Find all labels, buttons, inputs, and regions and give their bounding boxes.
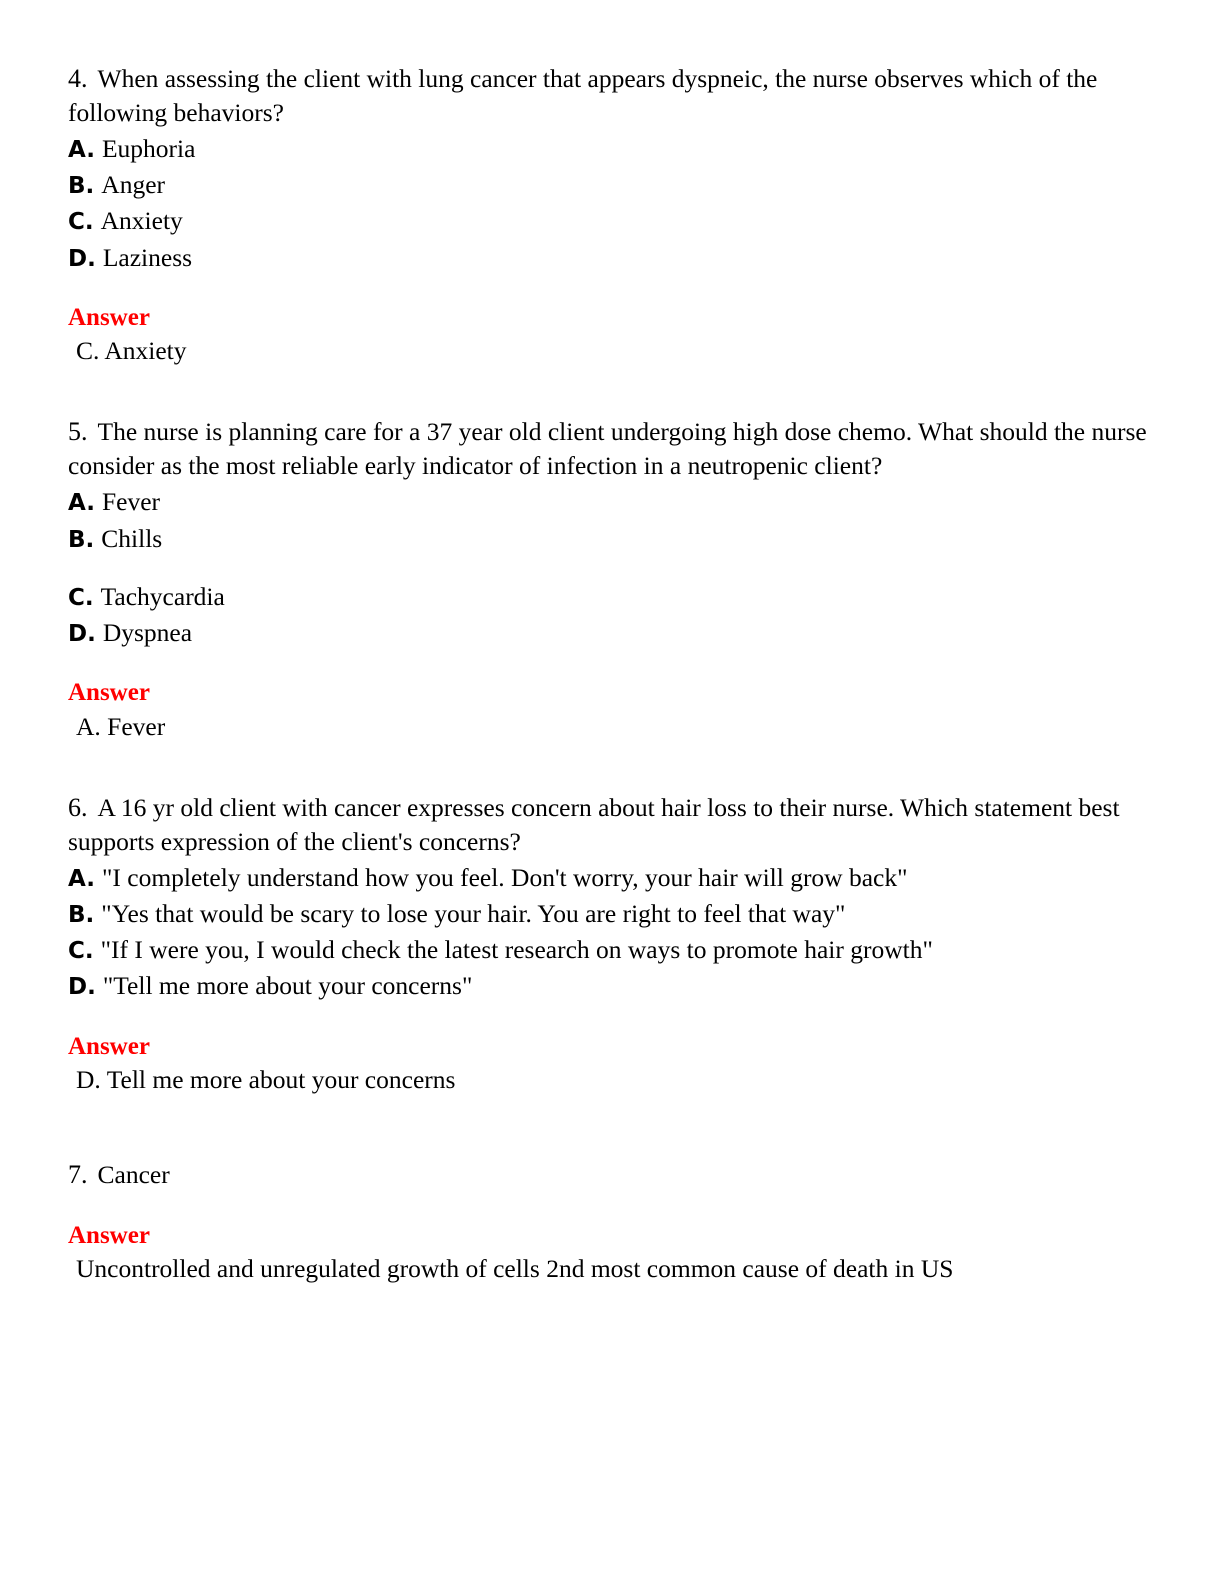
question-number: 6.: [68, 792, 88, 822]
option-d: [68, 968, 1154, 1004]
option-label: D.: [68, 245, 96, 272]
answer-heading: Answer: [68, 679, 150, 707]
option-text: "Yes that would be scary to lose your hair. You are right to feel that way": [101, 898, 846, 928]
option-text: Chills: [101, 523, 163, 553]
option-b: [68, 896, 1154, 932]
option-text: "I completely understand how you feel. Don't worry, your hair will grow back": [101, 862, 908, 892]
answer-heading: Answer: [68, 1221, 150, 1249]
option-text: Dyspnea: [102, 617, 193, 647]
answer-heading: Answer: [68, 303, 150, 331]
answer-text: A. Fever: [76, 711, 166, 741]
option-label: A.: [68, 865, 95, 892]
option-b: [68, 167, 1154, 203]
question-number: 7.: [68, 1160, 88, 1190]
option-a: [68, 484, 1154, 520]
question-block-5: [68, 415, 1154, 742]
option-label: C.: [68, 938, 94, 965]
option-d: [68, 240, 1154, 276]
question-text: [68, 1158, 1154, 1192]
answer-heading: Answer: [68, 1032, 150, 1060]
option-label: B.: [68, 901, 95, 928]
option-label: C.: [68, 584, 94, 611]
option-c: [68, 203, 1154, 239]
option-text: Anxiety: [100, 206, 183, 236]
option-text: "If I were you, I would check the latest research on ways to promote hair growth": [100, 935, 933, 965]
question-body: The nurse is planning care for a 37 year old client undergoing high dose chemo. What should the nurse consider as the most reliable early indicator of infection in a neutropenic client?: [68, 417, 1147, 481]
option-d: [68, 615, 1154, 651]
option-a: [68, 860, 1154, 896]
option-label: D.: [68, 974, 96, 1001]
question-block-7: [68, 1158, 1154, 1285]
option-text: Laziness: [102, 242, 193, 272]
option-label: B.: [68, 173, 95, 200]
question-block-4: [68, 62, 1154, 367]
option-label: A.: [68, 136, 95, 163]
answer-text: D. Tell me more about your concerns: [76, 1065, 456, 1095]
question-number: 4.: [68, 64, 88, 93]
option-b: [68, 521, 1154, 557]
question-number: 5.: [68, 417, 88, 447]
option-text: Tachycardia: [100, 581, 225, 611]
option-text: Fever: [101, 487, 161, 517]
question-body: When assessing the client with lung cancer that appears dyspneic, the nurse observes which of the following behaviors?: [68, 64, 1098, 127]
question-text: [68, 415, 1154, 482]
answer-text: Uncontrolled and unregulated growth of cells 2nd most common cause of death in US: [76, 1254, 954, 1284]
option-c: [68, 579, 1154, 615]
option-text: Anger: [101, 170, 166, 200]
option-text: Euphoria: [101, 133, 196, 163]
question-text: [68, 62, 1154, 129]
question-text: [68, 791, 1154, 858]
question-block-6: [68, 791, 1154, 1096]
answer-text: C. Anxiety: [76, 336, 187, 366]
question-body: A 16 yr old client with cancer expresses concern about hair loss to their nurse. Which statement best supports expression of the client's concerns?: [68, 792, 1120, 856]
option-label: C.: [68, 209, 94, 236]
option-label: D.: [68, 620, 96, 647]
option-c: [68, 932, 1154, 968]
option-text: "Tell me more about your concerns": [102, 971, 473, 1001]
option-label: B.: [68, 526, 95, 553]
option-label: A.: [68, 490, 95, 517]
option-a: [68, 131, 1154, 167]
question-body: Cancer: [97, 1160, 170, 1190]
